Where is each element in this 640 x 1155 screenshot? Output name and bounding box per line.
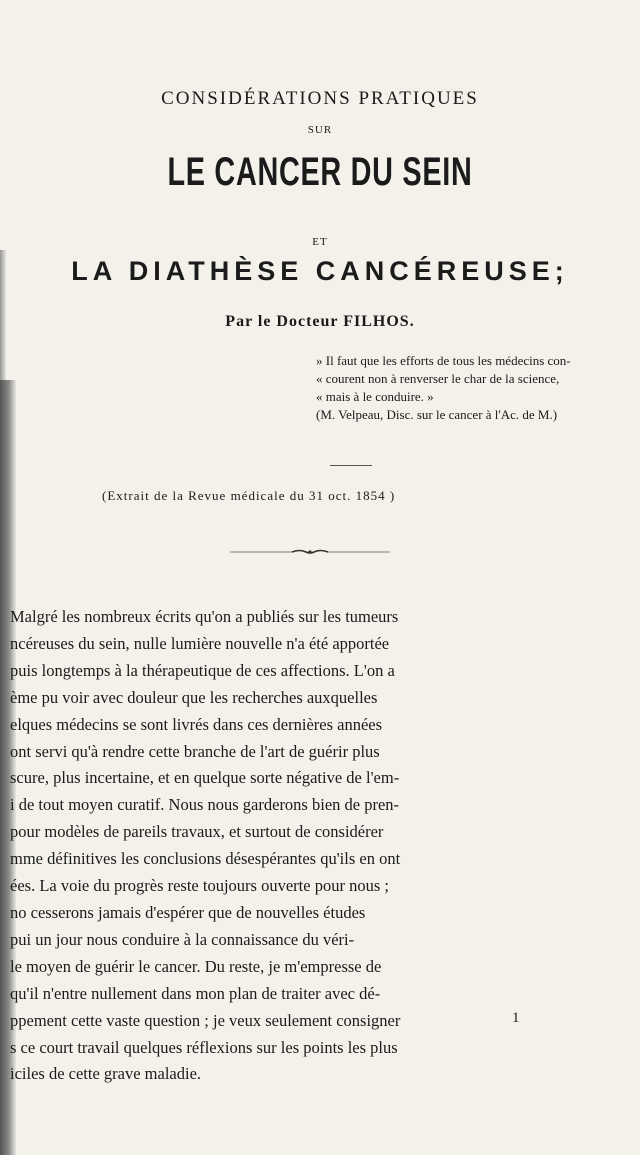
body-line: ncéreuses du sein, nulle lumière nouvelle n'a été apportée <box>10 633 390 653</box>
page-number: 1 <box>512 1010 520 1026</box>
source-note: (Extrait de la Revue médicale du 31 oct. 1854 ) <box>102 488 396 503</box>
body-line: qu'il n'entre nullement dans mon plan de traiter avec dé- <box>10 983 381 1003</box>
divider-rule <box>330 465 372 466</box>
body-line: ont servi qu'à rendre cette branche de l'art de guérir plus <box>10 741 380 761</box>
epigraph-line: « mais à le conduire. » <box>316 389 434 404</box>
title-line-et: ET <box>312 236 328 248</box>
body-line: scure, plus incertaine, et en quelque sorte négative de l'em- <box>10 768 400 788</box>
title-line-considerations: CONSIDÉRATIONS PRATIQUES <box>161 88 479 109</box>
body-line: puis longtemps à la thérapeutique de ces affections. L'on a <box>10 660 395 680</box>
body-line: s ce court travail quelques réflexions sur les points les plus <box>10 1037 398 1057</box>
epigraph-line: » Il faut que les efforts de tous les médecins con- <box>316 353 571 368</box>
body-line: i de tout moyen curatif. Nous nous garderons bien de pren- <box>10 795 400 815</box>
epigraph-line: « courent non à renverser le char de la science, <box>316 371 560 386</box>
body-line: no cesserons jamais d'espérer que de nouvelles études <box>10 902 366 922</box>
epigraph-attribution: (M. Velpeau, Disc. sur le cancer à l'Ac. de M.) <box>316 407 558 422</box>
body-line: ème pu voir avec douleur que les recherches auxquelles <box>10 687 378 707</box>
body-line: pui un jour nous conduire à la connaissance du véri- <box>10 929 355 949</box>
title-line-sur: SUR <box>307 124 333 136</box>
body-line: iciles de cette grave maladie. <box>10 1064 202 1084</box>
body-line: mme définitives les conclusions désespérantes qu'ils en ont <box>10 849 401 869</box>
epigraph <box>316 352 626 424</box>
subtitle: LA DIATHÈSE CANCÉREUSE; <box>71 256 569 286</box>
body-line: pour modèles de pareils travaux, et surtout de considérer <box>10 822 384 842</box>
body-line: ppement cette vaste question ; je veux seulement consigner <box>10 1010 401 1030</box>
main-title: LE CANCER DU SEIN <box>167 150 473 194</box>
body-line: ées. La voie du progrès reste toujours ouverte pour nous ; <box>10 876 389 896</box>
body-line: elques médecins se sont livrés dans ces dernières années <box>10 714 383 734</box>
body-line: Malgré les nombreux écrits qu'on a publiés sur les tumeurs <box>10 607 399 626</box>
body-line: le moyen de guérir le cancer. Du reste, je m'empresse de <box>10 956 382 976</box>
body-text <box>10 604 634 1088</box>
author-line: Par le Docteur FILHOS. <box>225 313 415 330</box>
ornament-divider <box>230 548 390 556</box>
